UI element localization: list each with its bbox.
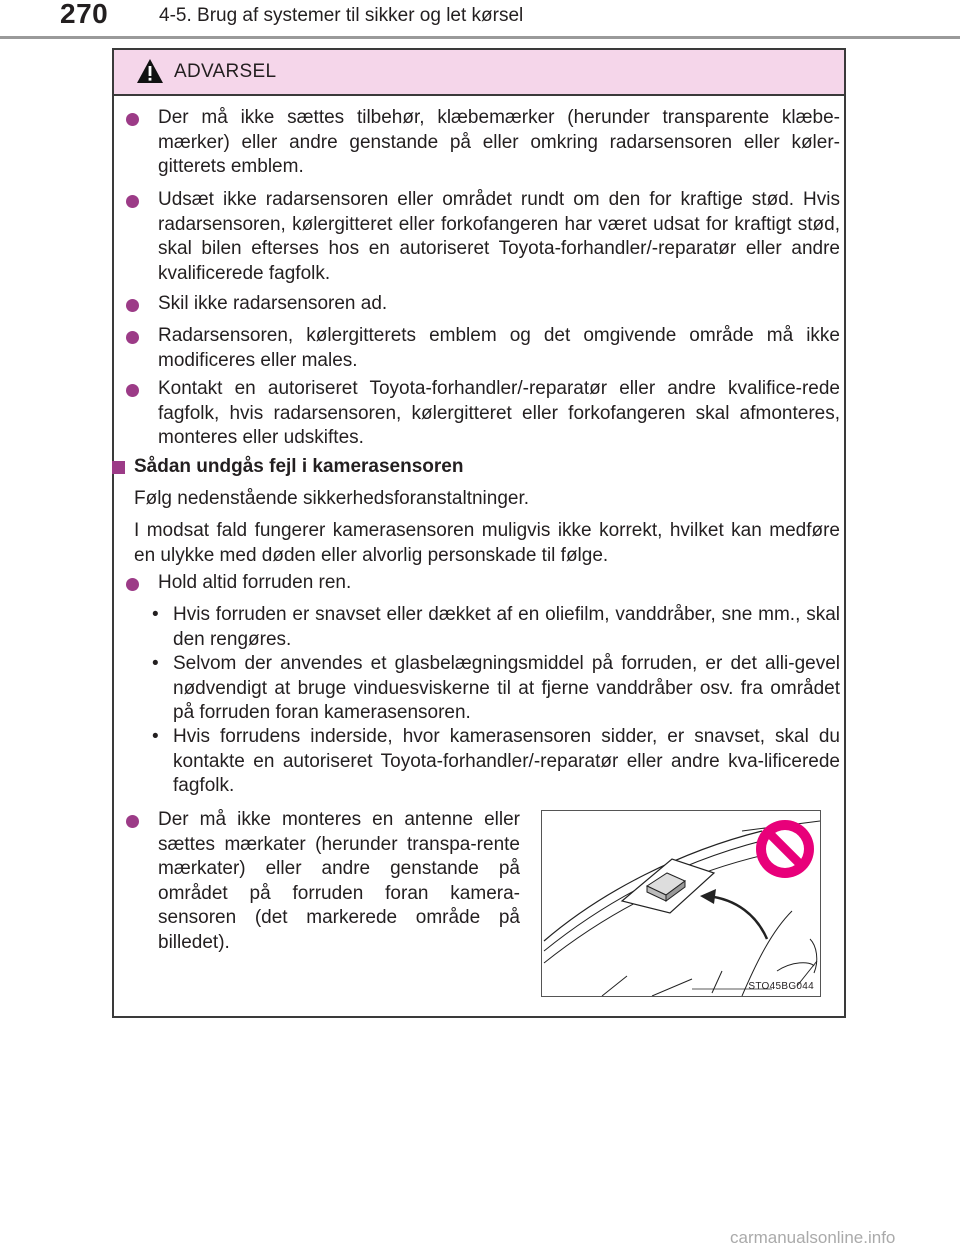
bullet-text: Skil ikke radarsensoren ad. xyxy=(158,293,388,314)
warning-bullet-3 xyxy=(126,292,840,317)
bullet-dot-icon xyxy=(126,815,139,828)
bullet-text: Udsæt ikke radarsensoren eller området rundt om den for kraftige stød. Hvis radarsensoren, kølergitteret eller forkofangeren har været udsat for kraftigt stød, skal bilen efterses hos en autoriseret Toyota-forhandler/-reparatør eller andre kvalificerede fagfolk. xyxy=(158,189,840,284)
warning-title: ADVARSEL xyxy=(174,61,277,82)
sub-bullet-marker: • xyxy=(152,726,159,747)
bullet-text: Der må ikke sættes tilbehør, klæbemærker (herunder transparente klæbe-mærker) eller andre genstande på eller omkring radarsensoren eller køler-gitterets emblem. xyxy=(158,107,840,177)
camera-bullet-clean xyxy=(126,571,840,596)
header-divider xyxy=(0,36,960,39)
warning-bullet-1 xyxy=(126,106,840,180)
sub-item-1 xyxy=(152,603,840,652)
bullet-text: Hold altid forruden ren. xyxy=(158,572,352,593)
section-title: 4-5. Brug af systemer til sikker og let kørsel xyxy=(159,5,524,26)
bullet-dot-icon xyxy=(126,113,139,126)
page-number: 270 xyxy=(60,0,109,29)
sub-item-text: Selvom der anvendes et glasbelægningsmiddel på forruden, er det alli-gevel nødvendigt at bruge vinduesviskerne til at fjerne vanddråber osv. fra området på forruden foran kamerasensoren. xyxy=(173,653,840,723)
bullet-text: Kontakt en autoriseret Toyota-forhandler/-reparatør eller andre kvalifice-rede fagfolk, hvis radarsensoren, kølergitteret eller forkofangeren skal afmonteres, monteres eller udskiftes. xyxy=(158,378,840,448)
camera-bullet-antenna xyxy=(126,808,520,955)
sub-item-3 xyxy=(152,725,840,799)
camera-warning-text: I modsat fald fungerer kamerasensoren muligvis ikke korrekt, hvilket kan medføre en ulykke med døden eller alvorlig personskade til følge. xyxy=(134,520,840,566)
warning-bullet-4 xyxy=(126,324,840,373)
bullet-dot-icon xyxy=(126,195,139,208)
bullet-text: Radarsensoren, kølergitterets emblem og det omgivende område må ikke modificeres eller males. xyxy=(158,325,840,371)
watermark: carmanualsonline.info xyxy=(730,1228,896,1247)
warning-triangle-icon xyxy=(136,58,164,84)
bullet-dot-icon xyxy=(126,331,139,344)
bullet-dot-icon xyxy=(126,384,139,397)
image-code: STO45BG044 xyxy=(748,981,814,992)
camera-intro: Følg nedenstående sikkerhedsforanstaltninger. xyxy=(134,488,530,509)
sub-item-2 xyxy=(152,652,840,726)
camera-section-heading: Sådan undgås fejl i kamerasensoren xyxy=(134,456,464,477)
bullet-dot-icon xyxy=(126,578,139,591)
section-square-icon xyxy=(112,461,125,474)
sub-bullet-marker: • xyxy=(152,653,159,674)
warning-header xyxy=(114,50,844,96)
windshield-drawing xyxy=(542,811,820,996)
bullet-text: Der må ikke monteres en antenne eller sættes mærkater (herunder transpa-rente mærkater) eller andre genstande på området på forruden foran kamera-sensoren (det markerede område på billedet). xyxy=(158,809,520,953)
sub-item-text: Hvis forruden er snavset eller dækket af en oliefilm, vanddråber, sne mm., skal den rengøres. xyxy=(173,604,840,650)
sub-bullet-marker: • xyxy=(152,604,159,625)
bullet-dot-icon xyxy=(126,299,139,312)
sub-item-text: Hvis forrudens inderside, hvor kamerasensoren sidder, er snavset, skal du kontakte en autoriseret Toyota-forhandler/-reparatør eller andre kva-lificerede fagfolk. xyxy=(173,726,840,796)
windshield-illustration xyxy=(541,810,821,997)
warning-bullet-2 xyxy=(126,188,840,286)
warning-bullet-5 xyxy=(126,377,840,451)
